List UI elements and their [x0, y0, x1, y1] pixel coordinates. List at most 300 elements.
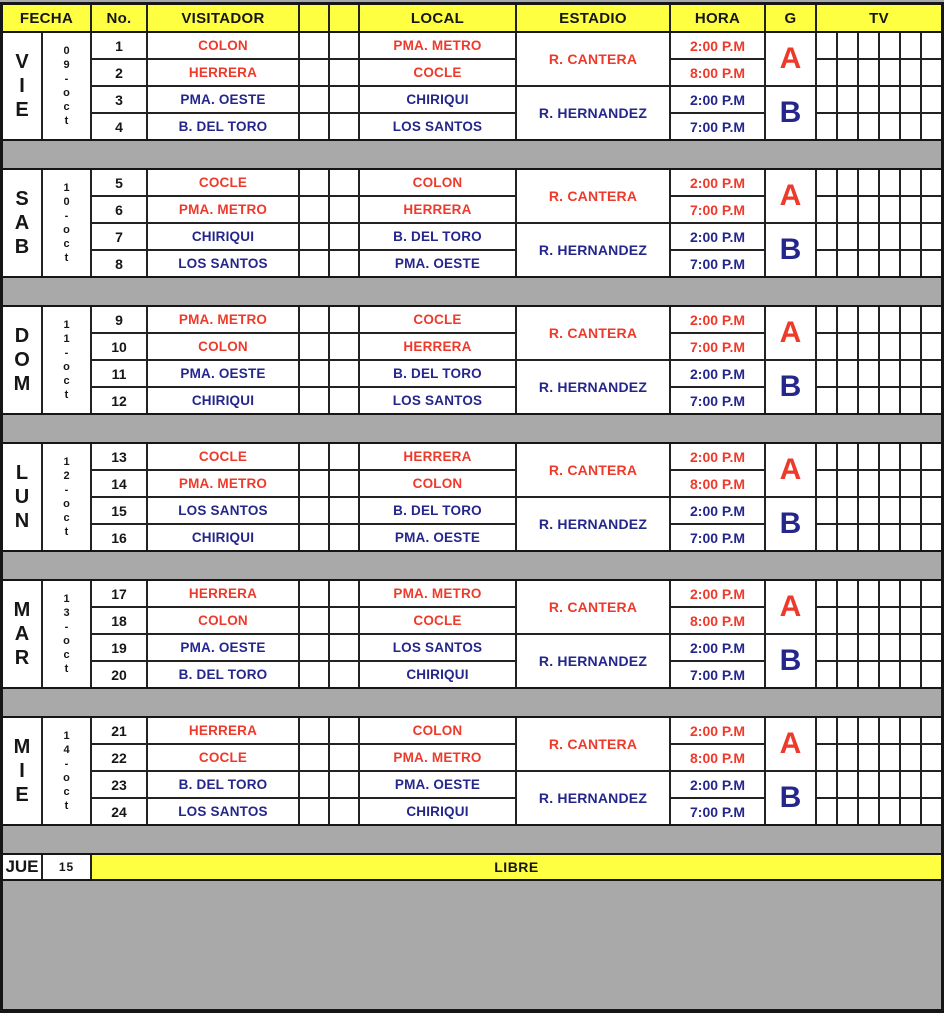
schedule-table	[0, 2, 944, 1009]
tv-cell	[838, 718, 857, 743]
local-team-cell: PMA. METRO	[360, 33, 515, 58]
tv-cell	[901, 224, 920, 249]
visitor-score-cell	[300, 525, 328, 550]
local-team-cell: HERRERA	[360, 334, 515, 359]
visitor-team-cell: PMA. OESTE	[148, 361, 298, 386]
tv-cell	[880, 608, 899, 633]
tv-cell	[880, 60, 899, 85]
tv-cell	[859, 525, 878, 550]
tv-cell	[880, 772, 899, 797]
game-number-cell: 20	[92, 662, 146, 687]
time-cell: 7:00 P.M	[671, 114, 764, 139]
tv-cell	[859, 334, 878, 359]
visitor-score-cell	[300, 745, 328, 770]
visitor-team-cell: HERRERA	[148, 60, 298, 85]
tv-cell	[880, 662, 899, 687]
header-cell-estadio: ESTADIO	[517, 5, 669, 31]
time-cell: 7:00 P.M	[671, 251, 764, 276]
tv-cell	[880, 444, 899, 469]
header-row	[3, 5, 941, 31]
visitor-score-cell	[300, 444, 328, 469]
tv-cell	[817, 170, 836, 195]
local-score-cell	[330, 251, 358, 276]
visitor-score-cell	[300, 60, 328, 85]
tv-cell	[922, 581, 941, 606]
local-score-cell	[330, 197, 358, 222]
local-score-cell	[330, 498, 358, 523]
visitor-team-cell: COCLE	[148, 444, 298, 469]
tv-cell	[838, 772, 857, 797]
tv-cell	[922, 498, 941, 523]
local-score-cell	[330, 388, 358, 413]
bottom-border	[0, 1009, 944, 1013]
tv-cell	[901, 114, 920, 139]
time-cell: 2:00 P.M	[671, 361, 764, 386]
visitor-team-cell: CHIRIQUI	[148, 525, 298, 550]
game-number-cell: 3	[92, 87, 146, 112]
local-score-cell	[330, 718, 358, 743]
tv-cell	[817, 33, 836, 58]
stadium-cell: R. HERNANDEZ	[517, 361, 669, 413]
tv-cell	[901, 635, 920, 660]
visitor-score-cell	[300, 170, 328, 195]
time-cell: 2:00 P.M	[671, 170, 764, 195]
visitor-team-cell: LOS SANTOS	[148, 498, 298, 523]
tv-cell	[880, 471, 899, 496]
tv-cell	[817, 772, 836, 797]
tv-cell	[859, 745, 878, 770]
tv-cell	[859, 114, 878, 139]
visitor-team-cell: COLON	[148, 608, 298, 633]
time-cell: 2:00 P.M	[671, 718, 764, 743]
local-score-cell	[330, 581, 358, 606]
tv-cell	[922, 307, 941, 332]
stadium-cell: R. HERNANDEZ	[517, 224, 669, 276]
game-number-cell: 16	[92, 525, 146, 550]
header-cell-tv: TV	[817, 5, 941, 31]
stadium-cell: R. HERNANDEZ	[517, 498, 669, 550]
visitor-score-cell	[300, 718, 328, 743]
visitor-score-cell	[300, 307, 328, 332]
day-name-cell: D O M	[3, 307, 41, 413]
local-score-cell	[330, 525, 358, 550]
tv-cell	[922, 114, 941, 139]
tv-cell	[817, 635, 836, 660]
header-cell-no: No.	[92, 5, 146, 31]
local-score-cell	[330, 635, 358, 660]
visitor-score-cell	[300, 772, 328, 797]
group-letter-cell: A	[766, 718, 815, 770]
stadium-cell: R. HERNANDEZ	[517, 87, 669, 139]
tv-cell	[901, 745, 920, 770]
game-number-cell: 4	[92, 114, 146, 139]
tv-cell	[817, 498, 836, 523]
tv-cell	[838, 334, 857, 359]
local-team-cell: LOS SANTOS	[360, 388, 515, 413]
date-cell: 1 4 - o c t	[43, 718, 90, 824]
game-number-cell: 6	[92, 197, 146, 222]
tv-cell	[817, 745, 836, 770]
tv-cell	[880, 224, 899, 249]
visitor-team-cell: LOS SANTOS	[148, 799, 298, 824]
stadium-cell: R. CANTERA	[517, 170, 669, 222]
visitor-team-cell: B. DEL TORO	[148, 114, 298, 139]
tv-cell	[817, 799, 836, 824]
time-cell: 2:00 P.M	[671, 498, 764, 523]
tv-cell	[838, 87, 857, 112]
tv-cell	[901, 471, 920, 496]
tv-cell	[880, 114, 899, 139]
tv-cell	[817, 114, 836, 139]
tv-cell	[838, 608, 857, 633]
tv-cell	[859, 471, 878, 496]
libre-row	[3, 853, 941, 881]
tv-cell	[817, 581, 836, 606]
local-team-cell: COCLE	[360, 60, 515, 85]
group-letter-cell: A	[766, 581, 815, 633]
time-cell: 7:00 P.M	[671, 662, 764, 687]
tv-cell	[880, 197, 899, 222]
group-letter-cell: B	[766, 635, 815, 687]
day-blocks	[3, 31, 941, 853]
tv-cell	[922, 60, 941, 85]
game-number-cell: 11	[92, 361, 146, 386]
day-name-cell: L U N	[3, 444, 41, 550]
header-cell-g: G	[766, 5, 815, 31]
visitor-team-cell: COCLE	[148, 745, 298, 770]
tv-cell	[838, 251, 857, 276]
tv-cell	[817, 608, 836, 633]
stadium-cell: R. CANTERA	[517, 718, 669, 770]
tv-cell	[817, 471, 836, 496]
tv-cell	[838, 33, 857, 58]
local-team-cell: HERRERA	[360, 444, 515, 469]
tv-cell	[901, 33, 920, 58]
tv-cell	[859, 224, 878, 249]
tv-cell	[838, 224, 857, 249]
tv-cell	[817, 60, 836, 85]
time-cell: 7:00 P.M	[671, 334, 764, 359]
game-number-cell: 19	[92, 635, 146, 660]
tv-cell	[859, 799, 878, 824]
game-number-cell: 24	[92, 799, 146, 824]
tv-cell	[859, 498, 878, 523]
visitor-team-cell: CHIRIQUI	[148, 224, 298, 249]
stadium-cell: R. CANTERA	[517, 33, 669, 85]
local-score-cell	[330, 224, 358, 249]
game-number-cell: 7	[92, 224, 146, 249]
tv-cell	[901, 87, 920, 112]
tv-cell	[880, 581, 899, 606]
visitor-team-cell: PMA. METRO	[148, 471, 298, 496]
time-cell: 2:00 P.M	[671, 772, 764, 797]
tv-cell	[880, 635, 899, 660]
local-team-cell: COCLE	[360, 307, 515, 332]
visitor-score-cell	[300, 251, 328, 276]
time-cell: 8:00 P.M	[671, 60, 764, 85]
block-separator	[3, 141, 941, 168]
tv-cell	[817, 361, 836, 386]
block-separator	[3, 689, 941, 716]
tv-cell	[838, 581, 857, 606]
game-number-cell: 21	[92, 718, 146, 743]
local-score-cell	[330, 114, 358, 139]
tv-cell	[880, 388, 899, 413]
tv-cell	[859, 60, 878, 85]
time-cell: 2:00 P.M	[671, 635, 764, 660]
stadium-cell: R. CANTERA	[517, 581, 669, 633]
block-separator	[3, 826, 941, 853]
day-block-mie	[3, 716, 941, 826]
time-cell: 2:00 P.M	[671, 224, 764, 249]
visitor-team-cell: HERRERA	[148, 718, 298, 743]
tv-cell	[922, 745, 941, 770]
local-score-cell	[330, 444, 358, 469]
local-team-cell: LOS SANTOS	[360, 635, 515, 660]
block-separator	[3, 552, 941, 579]
tv-cell	[901, 361, 920, 386]
date-cell: 1 1 - o c t	[43, 307, 90, 413]
game-number-cell: 2	[92, 60, 146, 85]
game-number-cell: 1	[92, 33, 146, 58]
game-number-cell: 12	[92, 388, 146, 413]
header-cell-fecha: FECHA	[3, 5, 90, 31]
local-score-cell	[330, 361, 358, 386]
visitor-score-cell	[300, 581, 328, 606]
tv-cell	[838, 471, 857, 496]
visitor-score-cell	[300, 662, 328, 687]
tv-cell	[859, 388, 878, 413]
tv-cell	[922, 718, 941, 743]
game-number-cell: 13	[92, 444, 146, 469]
tv-cell	[838, 197, 857, 222]
game-number-cell: 5	[92, 170, 146, 195]
tv-cell	[859, 772, 878, 797]
game-number-cell: 8	[92, 251, 146, 276]
tv-cell	[922, 251, 941, 276]
tv-cell	[901, 334, 920, 359]
tv-cell	[859, 251, 878, 276]
tv-cell	[880, 498, 899, 523]
libre-date-cell: 15	[43, 855, 90, 879]
bottom-gray-area	[3, 881, 941, 1009]
visitor-score-cell	[300, 224, 328, 249]
tv-cell	[880, 33, 899, 58]
tv-cell	[859, 581, 878, 606]
tv-cell	[901, 608, 920, 633]
time-cell: 8:00 P.M	[671, 608, 764, 633]
date-cell: 1 2 - o c t	[43, 444, 90, 550]
header-cell-local: LOCAL	[360, 5, 515, 31]
group-letter-cell: B	[766, 87, 815, 139]
group-letter-cell: A	[766, 33, 815, 85]
tv-cell	[922, 471, 941, 496]
tv-cell	[922, 799, 941, 824]
visitor-score-cell	[300, 608, 328, 633]
game-number-cell: 9	[92, 307, 146, 332]
tv-cell	[817, 307, 836, 332]
time-cell: 2:00 P.M	[671, 307, 764, 332]
tv-cell	[880, 87, 899, 112]
tv-cell	[859, 608, 878, 633]
visitor-team-cell: B. DEL TORO	[148, 662, 298, 687]
day-block-dom	[3, 305, 941, 415]
tv-cell	[838, 662, 857, 687]
visitor-score-cell	[300, 33, 328, 58]
visitor-team-cell: CHIRIQUI	[148, 388, 298, 413]
local-team-cell: CHIRIQUI	[360, 662, 515, 687]
day-name-cell: M A R	[3, 581, 41, 687]
tv-cell	[859, 718, 878, 743]
local-team-cell: B. DEL TORO	[360, 224, 515, 249]
header-cell-visitador: VISITADOR	[148, 5, 298, 31]
visitor-score-cell	[300, 498, 328, 523]
tv-cell	[880, 251, 899, 276]
tv-cell	[817, 197, 836, 222]
visitor-score-cell	[300, 471, 328, 496]
tv-cell	[838, 307, 857, 332]
local-team-cell: CHIRIQUI	[360, 799, 515, 824]
tv-cell	[838, 498, 857, 523]
local-score-cell	[330, 87, 358, 112]
game-number-cell: 14	[92, 471, 146, 496]
tv-cell	[817, 662, 836, 687]
local-team-cell: PMA. METRO	[360, 745, 515, 770]
local-score-cell	[330, 662, 358, 687]
tv-cell	[901, 307, 920, 332]
header-cell-hora: HORA	[671, 5, 764, 31]
day-name-cell: S A B	[3, 170, 41, 276]
time-cell: 8:00 P.M	[671, 745, 764, 770]
visitor-team-cell: HERRERA	[148, 581, 298, 606]
tv-cell	[880, 718, 899, 743]
visitor-score-cell	[300, 361, 328, 386]
tv-cell	[901, 799, 920, 824]
visitor-team-cell: COCLE	[148, 170, 298, 195]
game-number-cell: 10	[92, 334, 146, 359]
local-score-cell	[330, 799, 358, 824]
visitor-score-cell	[300, 197, 328, 222]
date-cell: 1 3 - o c t	[43, 581, 90, 687]
day-block-mar	[3, 579, 941, 689]
tv-cell	[922, 772, 941, 797]
tv-cell	[859, 197, 878, 222]
block-separator	[3, 278, 941, 305]
tv-cell	[859, 361, 878, 386]
tv-cell	[859, 170, 878, 195]
tv-cell	[880, 799, 899, 824]
tv-cell	[922, 334, 941, 359]
time-cell: 2:00 P.M	[671, 33, 764, 58]
tv-cell	[859, 444, 878, 469]
group-letter-cell: B	[766, 361, 815, 413]
tv-cell	[859, 635, 878, 660]
local-score-cell	[330, 772, 358, 797]
tv-cell	[901, 662, 920, 687]
visitor-team-cell: PMA. METRO	[148, 197, 298, 222]
stadium-cell: R. HERNANDEZ	[517, 635, 669, 687]
tv-cell	[838, 444, 857, 469]
tv-cell	[838, 60, 857, 85]
tv-cell	[880, 361, 899, 386]
tv-cell	[880, 525, 899, 550]
tv-cell	[817, 525, 836, 550]
date-cell: 1 0 - o c t	[43, 170, 90, 276]
local-team-cell: LOS SANTOS	[360, 114, 515, 139]
tv-cell	[901, 444, 920, 469]
tv-cell	[838, 525, 857, 550]
visitor-team-cell: PMA. METRO	[148, 307, 298, 332]
day-block-sab	[3, 168, 941, 278]
time-cell: 7:00 P.M	[671, 197, 764, 222]
tv-cell	[922, 87, 941, 112]
day-name-cell: M I E	[3, 718, 41, 824]
visitor-score-cell	[300, 388, 328, 413]
tv-cell	[817, 444, 836, 469]
group-letter-cell: A	[766, 170, 815, 222]
stadium-cell: R. CANTERA	[517, 307, 669, 359]
group-letter-cell: B	[766, 224, 815, 276]
group-letter-cell: A	[766, 444, 815, 496]
tv-cell	[838, 114, 857, 139]
tv-cell	[901, 251, 920, 276]
stadium-cell: R. HERNANDEZ	[517, 772, 669, 824]
local-team-cell: HERRERA	[360, 197, 515, 222]
tv-cell	[922, 197, 941, 222]
day-name-cell: V I E	[3, 33, 41, 139]
local-team-cell: COLON	[360, 718, 515, 743]
tv-cell	[838, 388, 857, 413]
visitor-team-cell: COLON	[148, 33, 298, 58]
group-letter-cell: B	[766, 498, 815, 550]
visitor-score-cell	[300, 334, 328, 359]
visitor-team-cell: LOS SANTOS	[148, 251, 298, 276]
day-block-vie	[3, 31, 941, 141]
visitor-score-cell	[300, 114, 328, 139]
local-score-cell	[330, 745, 358, 770]
tv-cell	[901, 197, 920, 222]
tv-cell	[859, 307, 878, 332]
local-team-cell: PMA. OESTE	[360, 251, 515, 276]
time-cell: 7:00 P.M	[671, 525, 764, 550]
game-number-cell: 23	[92, 772, 146, 797]
tv-cell	[880, 307, 899, 332]
visitor-score-cell	[300, 635, 328, 660]
date-cell: 0 9 - o c t	[43, 33, 90, 139]
tv-cell	[817, 87, 836, 112]
tv-cell	[901, 581, 920, 606]
tv-cell	[838, 361, 857, 386]
tv-cell	[901, 772, 920, 797]
tv-cell	[901, 525, 920, 550]
visitor-score-cell	[300, 87, 328, 112]
local-score-cell	[330, 608, 358, 633]
tv-cell	[901, 388, 920, 413]
game-number-cell: 22	[92, 745, 146, 770]
day-block-lun	[3, 442, 941, 552]
local-team-cell: COLON	[360, 471, 515, 496]
time-cell: 2:00 P.M	[671, 444, 764, 469]
local-team-cell: B. DEL TORO	[360, 498, 515, 523]
tv-cell	[922, 361, 941, 386]
tv-cell	[859, 33, 878, 58]
time-cell: 7:00 P.M	[671, 799, 764, 824]
game-number-cell: 17	[92, 581, 146, 606]
visitor-team-cell: PMA. OESTE	[148, 635, 298, 660]
time-cell: 2:00 P.M	[671, 581, 764, 606]
header-cell-score2	[330, 5, 358, 31]
tv-cell	[838, 799, 857, 824]
